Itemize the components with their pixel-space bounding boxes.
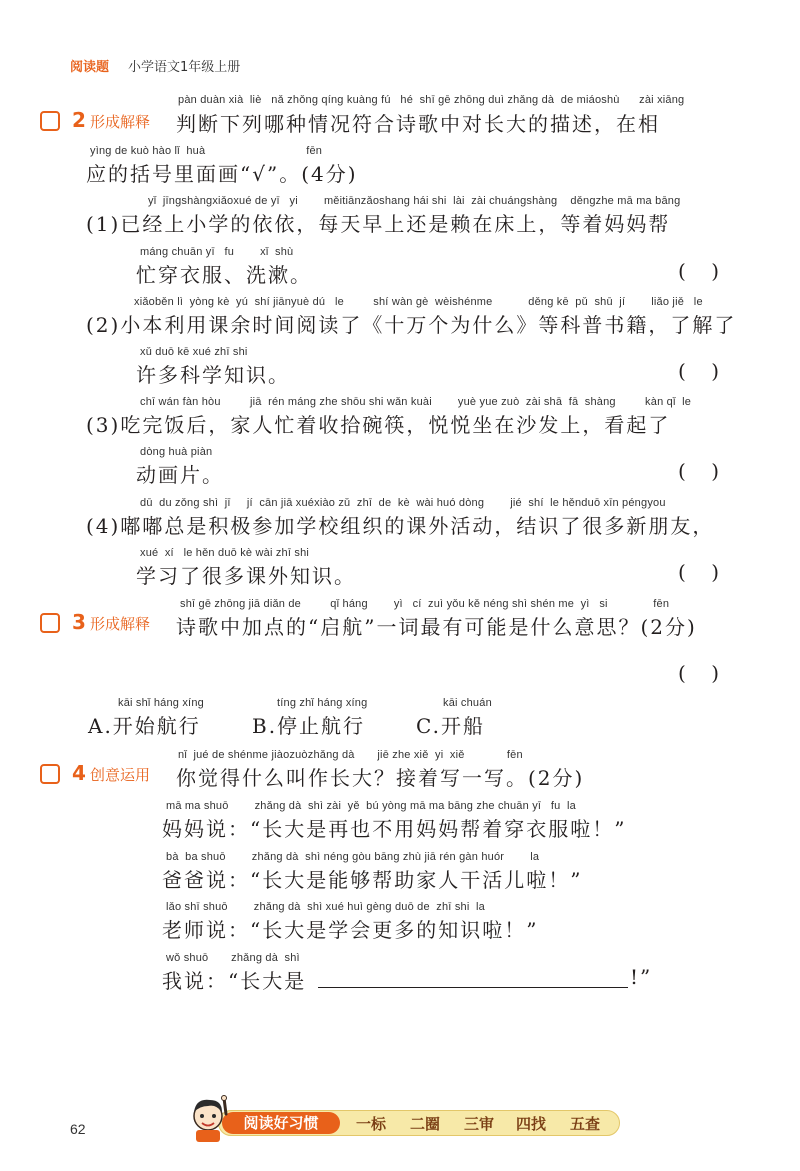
pinyin-line: pàn duàn xià liè nǎ zhǒng qíng kuàng fú hé shī gē zhōng duì zhǎng dà de miáoshù zài xiāng [178, 94, 685, 106]
habit-step: 四找 [516, 1115, 547, 1133]
question-number: 4 [72, 761, 86, 785]
item-text: 动画片。 [136, 463, 224, 487]
option-c[interactable]: C.开船 [416, 714, 485, 738]
answer-parentheses[interactable]: ( ) [678, 359, 720, 383]
option-pinyin: kāi shǐ háng xíng [118, 697, 204, 709]
pinyin-line: dòng huà piàn [140, 446, 213, 458]
quote-end: !” [630, 965, 653, 989]
page-number: 62 [70, 1121, 86, 1137]
question-checkbox-icon[interactable] [40, 764, 60, 784]
habit-step: 五查 [570, 1115, 601, 1133]
item-text: (2)小本利用课余时间阅读了《十万个为什么》等科普书籍，了解了 [86, 313, 737, 337]
question-text: 你觉得什么叫作长大？接着写一写。(2分) [176, 766, 585, 790]
pinyin-line: yǐ jīngshàngxiǎoxué de yī yi měitiānzǎoshang hái shi lài zài chuángshàng děngzhe mā ma bāng [148, 195, 681, 207]
habit-label: 阅读好习惯 [222, 1112, 340, 1134]
question-number: 3 [72, 610, 86, 634]
pinyin-line: shī gē zhōng jiā diǎn de qǐ háng yì cí zuì yǒu kě néng shì shén me yì si fēn [180, 598, 670, 610]
habit-step: 一标 [356, 1115, 387, 1133]
question-checkbox-icon[interactable] [40, 111, 60, 131]
header-book-title: 小学语文1年级上册 [128, 60, 241, 75]
pinyin-line: lǎo shī shuō zhǎng dà shì xué huì gèng duō de zhī shi la [166, 901, 485, 913]
pinyin-line: máng chuān yī fu xǐ shù [140, 246, 294, 258]
question-text: 应的括号里面画“√”。(4分) [86, 162, 358, 186]
question-category: 形成解释 [90, 615, 151, 633]
item-text: (3)吃完饭后，家人忙着收拾碗筷，悦悦坐在沙发上，看起了 [86, 413, 671, 437]
answer-parentheses[interactable]: ( ) [678, 560, 720, 584]
question-category: 形成解释 [90, 113, 151, 131]
question-text: 判断下列哪种情况符合诗歌中对长大的描述，在相 [176, 112, 660, 136]
header-tag: 阅读题 [70, 60, 110, 75]
habit-step: 二圈 [410, 1115, 441, 1133]
question-checkbox-icon[interactable] [40, 613, 60, 633]
answer-parentheses[interactable]: ( ) [678, 661, 720, 685]
question-category: 创意运用 [90, 766, 151, 784]
item-text: (4)嘟嘟总是积极参加学校组织的课外活动，结识了很多新朋友， [86, 514, 715, 538]
option-b[interactable]: B.停止航行 [252, 714, 366, 738]
option-pinyin: kāi chuán [443, 697, 492, 709]
quote-line: 我说：“长大是 [162, 969, 307, 993]
answer-blank-line[interactable] [318, 987, 628, 988]
question-number: 2 [72, 108, 86, 132]
pinyin-line: xué xí le hěn duō kè wài zhī shi [140, 547, 310, 559]
reading-kid-icon [188, 1094, 232, 1142]
item-text: 许多科学知识。 [136, 363, 290, 387]
item-text: (1)已经上小学的依依，每天早上还是赖在床上，等着妈妈帮 [86, 212, 671, 236]
pinyin-line: dū du zǒng shì jī jí cān jiā xuéxiào zǔ zhī de kè wài huó dòng jié shí le hěnduō xīn péngyou [140, 497, 666, 509]
pinyin-line: wǒ shuō zhǎng dà shì [166, 952, 300, 964]
pinyin-line: bà ba shuō zhǎng dà shì néng gòu bāng zhù jiā rén gàn huór la [166, 851, 540, 863]
option-pinyin: tíng zhǐ háng xíng [277, 697, 368, 709]
quote-line: 爸爸说：“长大是能够帮助家人干活儿啦！” [162, 868, 583, 892]
quote-line: 老师说：“长大是学会更多的知识啦！” [162, 918, 539, 942]
item-text: 忙穿衣服、洗漱。 [136, 263, 312, 287]
pinyin-line: nǐ jué de shénme jiàozuòzhǎng dà jiē zhe xiě yi xiě fēn [178, 749, 523, 761]
pinyin-line: xiǎoběn lì yòng kè yú shí jiānyuè dú le shí wàn gè wèishénme děng kē pǔ shū jí liǎo jiě le [134, 296, 703, 308]
answer-parentheses[interactable]: ( ) [678, 259, 720, 283]
quote-line: 妈妈说：“长大是再也不用妈妈帮着穿衣服啦！” [162, 817, 627, 841]
pinyin-line: chī wán fàn hòu jiā rén máng zhe shōu shi wǎn kuài yuè yue zuò zài shā fā shàng kàn qǐ le [140, 396, 692, 408]
pinyin-line: mā ma shuō zhǎng dà shì zài yě bú yòng mā ma bāng zhe chuān yī fu la [166, 800, 576, 812]
option-a[interactable]: A.开始航行 [88, 714, 201, 738]
item-text: 学习了很多课外知识。 [136, 564, 356, 588]
pinyin-line: xǔ duō kē xué zhī shi [140, 346, 248, 358]
question-text: 诗歌中加点的“启航”一词最有可能是什么意思？(2分) [176, 615, 697, 639]
habit-step: 三审 [464, 1115, 495, 1133]
pinyin-line: yìng de kuò hào lǐ huà fēn [90, 145, 323, 157]
answer-parentheses[interactable]: ( ) [678, 459, 720, 483]
